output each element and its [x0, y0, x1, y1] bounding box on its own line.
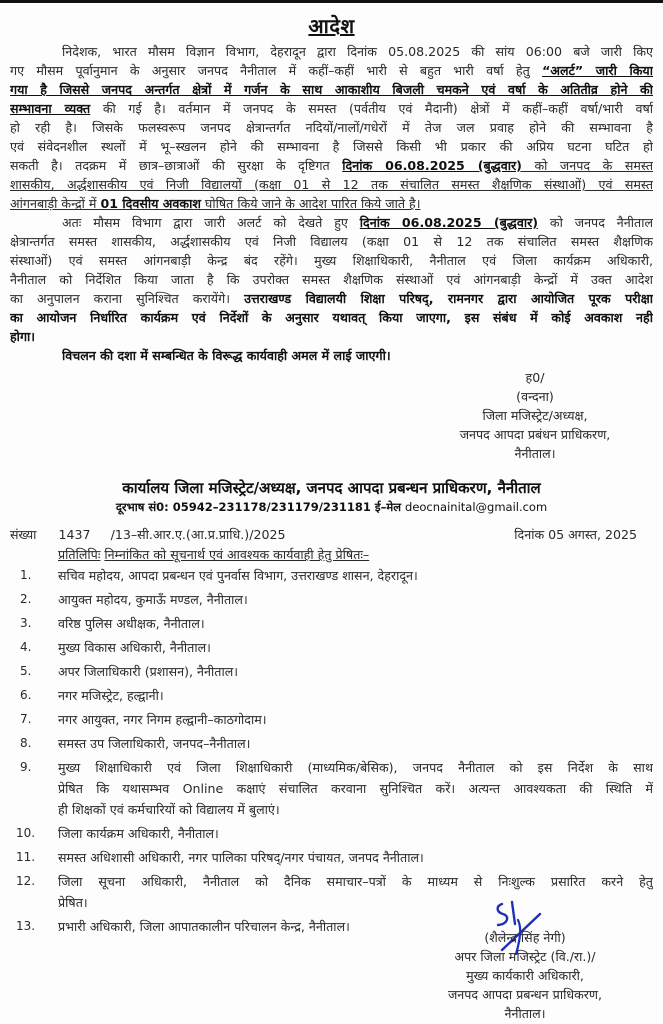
para2-line: का अनुपालन कराना सुनिश्चित करायेंगे। उत्तराखण्ड विद्यालयी शिक्षा परिषद्, रामनगर द्वारा आयोजित पूरक परीक्षा: [10, 291, 653, 306]
reference-code: /13–सी.आर.ए.(आ.प्र.प्राधि.)/2025: [110, 527, 286, 542]
para1-line: आंगनबाड़ी केन्द्रों में 01 दिवसीय अवकाश घोषित किये जाने के आदेश पारित किये जाते है।: [10, 196, 421, 211]
copy-item-text: प्रेषित कि यथासम्भव Online कक्षाएं संचालित करवाना सुनिश्चित करें। अत्यन्त आवश्यकता की स्थिति में: [58, 781, 653, 796]
reference-date: दिनांक 05 अगस्त, 2025: [514, 527, 637, 542]
copy-text: निम्नांकित को सूचनार्थ एवं आवश्यक कार्यवाही हेतु प्रेषितः–: [104, 547, 370, 562]
copy-item-number: 1.: [20, 568, 32, 582]
para2-line: क्षेत्रान्तर्गत समस्त शासकीय, अर्द्धशासकीय एवं निजी विद्यालय (कक्षा 01 से 12 तक संचालित समस्त शैक्षणिक: [10, 234, 653, 249]
copy-item-text: जिला कार्यक्रम अधिकारी, नैनीताल।: [58, 826, 219, 841]
signed-mark: ह0/: [525, 370, 545, 385]
copy-item-text: जिला सूचना अधिकारी, नैनीताल को दैनिक समाचार–पत्रों के माध्यम से निःशुल्क प्रसारित करने हेतु: [58, 874, 653, 889]
phone-label: दूरभाष सं0: 05942–231178/231179/231181 ई–मेल: [115, 500, 401, 514]
para2-line: का आयोजन निर्धारित कार्यक्रम एवं निर्देशों के अनुसार यथावत् किया जाएगा, इस संबंध में कोई अवकाश नही: [10, 310, 653, 325]
copy-item-text: समस्त उप जिलाधिकारी, जनपद–नैनीताल।: [58, 736, 251, 751]
signatory-block-adm: [410, 928, 640, 1023]
para1-line: हो रही है। जिसके फलस्वरूप जनपद क्षेत्रान्तर्गत नदियों/नालों/गधेरों में तेज जल प्रवाह होने की सम्भावना है: [10, 120, 653, 135]
copy-item-text: अपर जिलाधिकारी (प्रशासन), नैनीताल।: [58, 664, 239, 679]
copy-heading: [58, 545, 369, 564]
para2-line: नैनीताल को निर्देशित किया जाता है कि उपरोक्त समस्त शैक्षणिक संस्थाओं एवं आंगनबाड़ी केन्द्रों में उक्त आदेश: [10, 272, 653, 287]
para2-line: होगा।: [10, 329, 36, 344]
copy-item-number: 9.: [20, 760, 32, 774]
email-link[interactable]: deocnainital@gmail.com: [405, 500, 548, 514]
reference-line: [10, 525, 286, 544]
copy-item-number: 3.: [20, 616, 32, 630]
copy-item-text: आयुक्त महोदय, कुमाऊँ मण्डल, नैनीताल।: [58, 592, 248, 607]
para1-line: सकती है। तदक्रम में छात्र–छात्राओं की सुरक्षा के दृष्टिगत दिनांक 06.08.2025 (बुद्धवार) को जनपद के समस्त: [10, 158, 653, 173]
copy-item-number: 7.: [20, 712, 32, 726]
copy-item-text: नगर मजिस्ट्रेट, हल्द्वानी।: [58, 688, 164, 703]
copy-item-text: वरिष्ठ पुलिस अधीक्षक, नैनीताल।: [58, 616, 205, 631]
copy-item-number: 4.: [20, 640, 32, 654]
copy-item-number: 11.: [16, 850, 36, 864]
signatory-designation: जिला मजिस्ट्रेट/अध्यक्ष,: [482, 408, 588, 423]
page-title: आदेश: [308, 14, 355, 38]
para2-line: संस्थाओं) एवं समस्त आंगनबाड़ी केन्द्र बंद रहेंगे। मुख्य शिक्षाधिकारी, नैनीताल एवं जिला कार्यक्रम अधिकारी,: [10, 253, 653, 268]
copy-item-text: सचिव महोदय, आपदा प्रबन्धन एवं पुनर्वास विभाग, उत्तराखण्ड शासन, देहरादून।: [58, 568, 418, 583]
reference-number: 1437: [58, 527, 91, 542]
para1-line: गया है जिससे जनपद अन्तर्गत क्षेत्रों में गर्जन के साथ आकाशीय बिजली चमकने एवं वर्षा के अतितीव्र होने की: [10, 82, 653, 97]
signatory-name: (शैलेन्द्र सिंह नेगी): [484, 930, 566, 945]
para2-line: अतः मौसम विभाग द्वारा जारी अलर्ट को देखते हुए दिनांक 06.08.2025 (बुद्धवार) को जनपद नैनीताल: [62, 215, 653, 230]
copy-item-text: प्रेषित।: [58, 895, 88, 910]
office-contact: [0, 500, 663, 515]
signatory-designation: अपर जिला मजिस्ट्रेट (वि./रा.)/: [454, 949, 596, 964]
copy-item-number: 12.: [16, 874, 36, 888]
signatory-designation: जनपद आपदा प्रबन्धन प्राधिकरण,: [447, 987, 603, 1002]
para1-line: निदेशक, भारत मौसम विज्ञान विभाग, देहरादून द्वारा दिनांक 05.08.2025 की सांय 06:00 बजे जारी किए: [62, 44, 653, 59]
reference-label: संख्या: [10, 527, 37, 542]
para1-line: सम्भावना व्यक्त की गई है। वर्तमान में जनपद के समस्त (पर्वतीय एवं मैदानी) क्षेत्रों में कहीं–कहीं वर्षा/भारी वर्षा: [10, 101, 653, 116]
copy-item-number: 2.: [20, 592, 32, 606]
signatory-designation: मुख्य कार्यकारी अधिकारी,: [466, 968, 584, 983]
signatory-designation: जनपद आपदा प्रबंधन प्राधिकरण,: [459, 427, 611, 442]
copy-item-text: प्रभारी अधिकारी, जिला आपातकालीन परिचालन केन्द्र, नैनीताल।: [58, 919, 350, 934]
copy-item-text: समस्त अधिशासी अधिकारी, नगर पालिका परिषद्/नगर पंचायत, जनपद नैनीताल।: [58, 850, 424, 865]
signatory-place: नैनीताल।: [504, 1006, 546, 1021]
copy-item-number: 13.: [16, 919, 36, 933]
copy-item-number: 5.: [20, 664, 32, 678]
copy-item-text: ही शिक्षकों एवं कर्मचारियों को विद्यालय में बुलाएं।: [58, 802, 280, 817]
copy-item-text: नगर आयुक्त, नगर निगम हल्द्वानी–काठगोदाम।: [58, 712, 267, 727]
office-title: कार्यालय जिला मजिस्ट्रेट/अध्यक्ष, जनपद आपदा प्रबन्धन प्राधिकरण, नैनीताल: [122, 479, 541, 497]
copy-item-text: मुख्य शिक्षाधिकारी एवं जिला शिक्षाधिकारी (माध्यमिक/बेसिक), जनपद नैनीताल को इस निर्देश के साथ: [58, 760, 653, 775]
signatory-place: नैनीताल।: [514, 446, 556, 461]
para1-line: शासकीय, अर्द्धशासकीय एवं निजी विद्यालयों (कक्षा 01 से 12 तक संचालित समस्त शैक्षणिक संस्थाओं) एवं समस्त: [10, 177, 653, 192]
para1-line: एवं संवेदनशील स्थलों में भू–स्खलन होने की सम्भावना है जिससे किसी भी प्रकार की अप्रिय घटना घटित हो: [10, 139, 653, 154]
copy-prefix: प्रतिलिपिः: [58, 547, 101, 562]
signatory-block-dm: [420, 368, 650, 463]
signatory-name: (वन्दना): [516, 389, 554, 404]
copy-item-number: 6.: [20, 688, 32, 702]
copy-item-number: 8.: [20, 736, 32, 750]
copy-item-text: मुख्य विकास अधिकारी, नैनीताल।: [58, 640, 211, 655]
para3-line: विचलन की दशा में सम्बन्धित के विरूद्ध कार्यवाही अमल में लाई जाएगी।: [62, 348, 391, 363]
copy-item-number: 10.: [16, 826, 36, 840]
para1-line: गए मौसम पूर्वानुमान के अनुसार जनपद नैनीताल में कहीं–कहीं भारी से बहुत भारी वर्षा हेतु “अलर्ट” जारी किया: [10, 63, 653, 78]
